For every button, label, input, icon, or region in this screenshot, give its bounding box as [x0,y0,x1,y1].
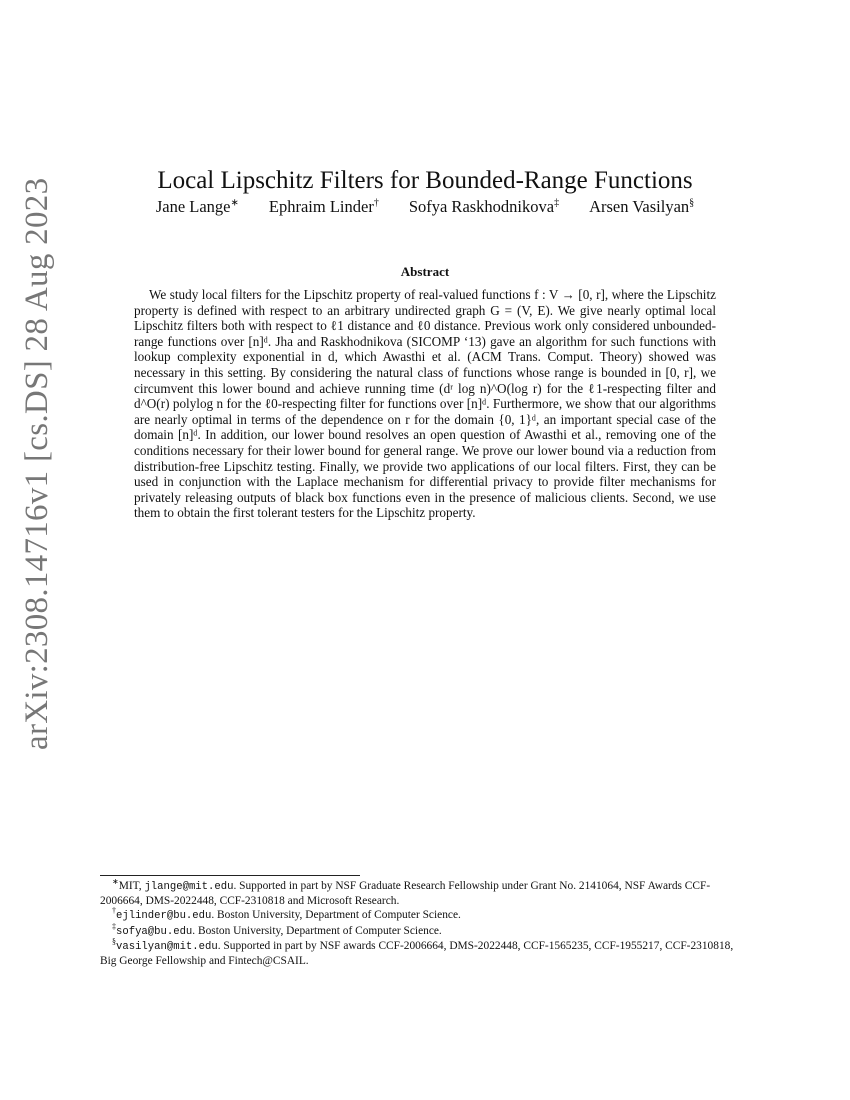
author-footnote-mark[interactable]: § [689,197,695,209]
author-1 [156,197,239,217]
author-4 [589,197,694,217]
footnote-email[interactable]: jlange@mit.edu [144,881,234,893]
author-name: Ephraim Linder [268,197,374,216]
footnote-divider [100,875,360,876]
footnote-mark: § [112,937,116,947]
footnote-email[interactable]: ejlinder@bu.edu [116,910,212,923]
footnote-2 [100,906,750,924]
author-name: Jane Lange [155,197,231,216]
footnote-prefix: MIT, [118,880,145,892]
author-2 [269,197,379,217]
author-name: Sofya Raskhodnikova [408,197,555,216]
footnote-email[interactable]: sofya@bu.edu [116,925,193,938]
paper-title: Local Lipschitz Filters for Bounded-Range Functions [157,166,693,194]
footnote-3 [100,921,750,940]
author-footnote-mark[interactable]: ∗ [230,197,239,209]
author-list [100,197,750,217]
footnote-email[interactable]: vasilyan@mit.edu [116,941,218,954]
footnote-mark: ‡ [112,921,116,931]
author-name: Arsen Vasilyan [589,197,690,216]
footnotes [100,877,750,970]
abstract-heading: Abstract [400,264,450,279]
footnote-text: . Boston University, Department of Computer Science. [211,909,461,922]
abstract-body: We study local filters for the Lipschitz property of real-valued functions f : V → [0, r], where the Lipschitz property is defined with respect to an arbitrary undirected graph G = (V, E). We give nearly optimal local Lipschitz filters both with respect to ℓ1 distance and ℓ0 distance. Previous work only considered unbounded-range functions over [n]ᵈ. Jha and Raskhodnikova (SICOMP ‘13) gave an algorithm for such functions with lookup complexity exponential in d, which Awasthi et al. (ACM Trans. Comput. Theory) showed was necessary in this setting. By considering the natural class of functions whose range is bounded in [0, r], we circumvent this lower bound and achieve running time (dʳ log n)^O(log r) for the ℓ1-respecting filter and d^O(r) polylog n for the ℓ0-respecting filter for functions over [n]ᵈ. Furthermore, we show that our algorithms are nearly optimal in terms of the dependence on r for the domain {0, 1}ᵈ, an important special case of the domain [n]ᵈ. In addition, our lower bound resolves an open question of Awasthi et al., removing one of the conditions necessary for their lower bound for general range. We prove our lower bound via a reduction from distribution-free Lipschitz testing. Finally, we provide two applications of our local filters. First, they can be used in conjunction with the Laplace mechanism for differential privacy to provide filter mechanisms for privately releasing outputs of black box functions even in the presence of malicious clients. Second, we use them to obtain the first tolerant testers for the Lipschitz property. [134,287,716,521]
arxiv-identifier: arXiv:2308.14716v1 [cs.DS] 28 Aug 2023 [19,177,55,750]
author-footnote-mark[interactable]: ‡ [554,197,560,209]
author-footnote-mark[interactable]: † [373,197,379,209]
footnote-text: . Boston University, Department of Computer Science. [192,924,442,937]
author-3 [409,197,559,217]
footnote-mark: ∗ [112,877,119,887]
footnote-4 [100,937,750,968]
footnote-text: . Supported in part by NSF awards CCF-2006664, DMS-2022448, CCF-1565235, CCF-1955217, CCF-2310818, Big George Fellowship and Fintech@CSAIL. [100,940,734,967]
footnote-text: . Supported in part by NSF Graduate Research Fellowship under Grant No. 2141064, NSF Awards CCF-2006664, DMS-2022448, CCF-2310818 and Microsoft Research. [100,880,711,907]
footnote-1 [100,877,750,908]
footnote-mark: † [112,906,116,916]
